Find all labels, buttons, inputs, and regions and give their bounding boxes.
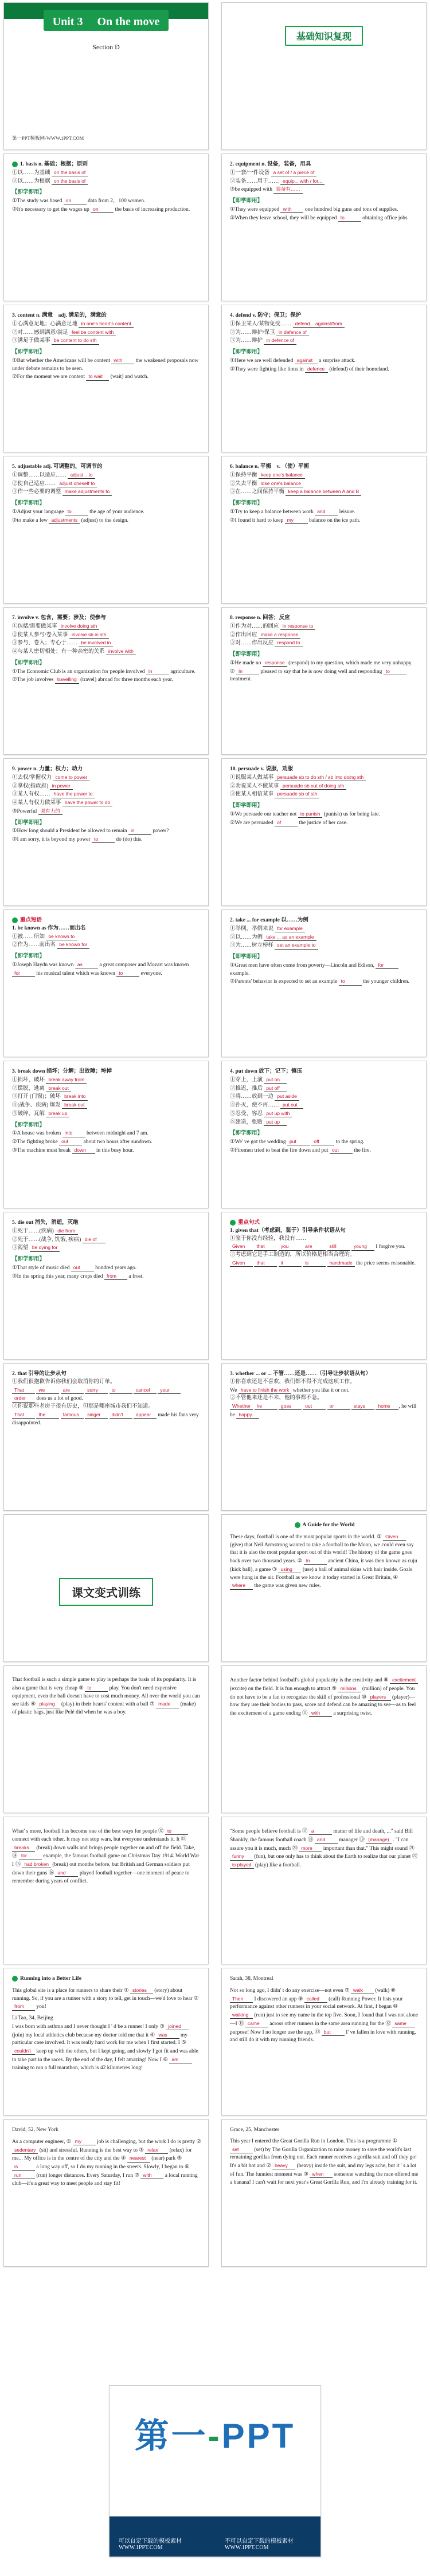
slide-adjustable	[3, 456, 209, 604]
question: ①The Economic Club is an organization for people involved in agriculture.	[12, 668, 196, 675]
slide-guide-world	[221, 1514, 427, 1662]
slide-whether-or	[221, 1363, 427, 1511]
line: ②对……感到满意/满足 feel be content with	[12, 329, 201, 337]
bullet-icon	[12, 1976, 18, 1982]
item-head: 7. involve v. 包含，需要；涉及；使参与	[12, 615, 106, 621]
slide-basis	[3, 153, 209, 301]
slide-that-clause	[3, 1363, 209, 1511]
passage: As a computer engineer, ① my job is challenging, but the work I do is pretty ② sedentary (sit) and stressful. Running is the best way to ③ relax (relax) for me... My office is in the centre of the city and the ④ nearest (near) park ⑤ is a long way off, so I do my running in the streets. Slowly, I began to ⑥ run (run) longer distances. Every Saturday, I run ⑦ with a local running club—it's a great way to meet people and stay fit!	[12, 2138, 201, 2187]
item-head: 1. given that（考虑到，鉴于）引导条件状语从句	[230, 1227, 346, 1234]
line: ③为……辩护 in defence of	[230, 337, 419, 345]
logo-footer	[110, 2516, 320, 2557]
question: ②The job involves travelling (travel) abroad for three months each year.	[12, 676, 173, 683]
item-head: 3. content n. 满意 adj. 满足的，满意的	[12, 313, 107, 318]
item-head: 1. basis n. 基础；根据；原则	[12, 161, 201, 169]
question: ①Adjust your language to the age of your audience.	[12, 508, 144, 515]
question: ③The machine must break down in this busy hour.	[12, 1147, 134, 1153]
line: ①一套/一件设备 a set of / a piece of	[230, 169, 419, 178]
question: ①A house was broken into between midnight and 7 am.	[12, 1130, 148, 1137]
line: ②使某人参与/卷入某事 involve sb in sth	[12, 631, 201, 640]
question: ②Firemen tried to beat the fire down and put out the fire.	[230, 1147, 371, 1153]
line: ②推迟，推后 put off	[230, 1085, 419, 1093]
practice-tag: 【即学即用】	[12, 190, 45, 196]
question: ②to make a few adjustments (adjust) to the design.	[12, 517, 128, 523]
line: ③参与，卷入；专心于…… be involved in	[12, 639, 201, 648]
question: ①He made no response (respond) to my question, which made me very unhappy.	[230, 659, 413, 666]
line: ②失去平衡 lose one's balance	[230, 480, 419, 489]
passage-title: A Guide for the World	[230, 1522, 419, 1530]
line: ①说服某人做某事 persuade sb to do sth / sb into doing sth	[230, 774, 419, 782]
basics-label: 基础知识复现	[285, 26, 363, 46]
line: ⑥建造，张贴 put up	[230, 1118, 419, 1127]
practice-tag: 【即学即用】	[230, 501, 263, 507]
practice-tag: 【即学即用】	[230, 803, 263, 809]
line: ④某人有权力做某事 have the power to do	[12, 799, 201, 808]
line: ①我们很抱歉告诉你我们会取消你的订单。	[12, 1378, 116, 1385]
item-head: 8. response n. 回答；反应	[230, 615, 290, 621]
line: ③将……放到一边 put aside	[230, 1093, 419, 1101]
line: ④扑灭，使不再…… put out	[230, 1101, 419, 1110]
question: ②It's necessary to get the wages up on the basis of increasing production.	[12, 206, 190, 212]
blank-words: Whether he goes out or stays home , he will be happy.	[230, 1403, 417, 1418]
question: ②Parents' behavior is expected to set an example to the younger children.	[230, 978, 409, 985]
question: ①Great men have often come from poverty—Lincoln and Edison, for example.	[230, 962, 419, 978]
passage: What' s more, football has become one of the best ways for people ⑫ to connect with each other. It may not stop wars, but everyone understands it. It ⑬ breaks (break) down walls and brings people together on and off the field. Take, ⑭ for example, the famous football game on Christmas Day 1914. World War I ⑮ had broken (break) out months before, but British and German soldiers put down their guns ⑯ and played football together—one moment of peace to remember during years of conflict.	[12, 1828, 200, 1884]
runner-name: Grace, 25, Manchester	[230, 2127, 279, 2133]
line: ①死于……(疾病) die from	[12, 1227, 201, 1236]
line: ①你喜欢还是不喜欢，我们都不得不完成这项工作。	[230, 1378, 355, 1385]
footer-left: 可以自定下载的模板素材 WWW.1PPT.COM	[119, 2538, 182, 2551]
question: ①Here we are well defended against a surprise attack.	[230, 357, 356, 364]
line: ⑤破碎，瓦解 break up	[12, 1110, 201, 1118]
slide-logo	[109, 2385, 321, 2557]
line: ②你说那些老房子很有历史，但那是哪座城市我们不知道。	[12, 1404, 154, 1410]
slide-running-litao	[3, 1968, 209, 2116]
question: ②When they leave school, they will be equipped to obtaining office jobs.	[230, 214, 409, 221]
line: ②装备……用于…… equip... with / for...	[230, 178, 419, 186]
line: ③作一些必要的调整 make adjustments to	[12, 488, 201, 497]
slide-football-simple	[3, 1665, 209, 1813]
line: ⑤忍受，容忍 put up with	[230, 1110, 419, 1118]
slide-be-known-as	[3, 909, 209, 1057]
line: ④(战争、疾病) 爆发 break out	[12, 1101, 201, 1110]
line: ②以……为例 take ... as an example	[230, 933, 419, 942]
question: ①How long should a President be allowed to remain in power?	[12, 828, 169, 834]
slide-response	[221, 607, 427, 755]
item-head: 5. die out 消失，消逝，灭绝	[12, 1220, 79, 1226]
item-head: 9. power n. 力量；权力；动力	[12, 766, 83, 772]
question: ②The fighting broke out about two hours after sundown.	[12, 1139, 153, 1145]
question: ②I am sorry, it is beyond my power to do (do) this.	[12, 836, 143, 843]
slide-take-for-example	[221, 909, 427, 1057]
line: ③对……作出反应 respond to	[230, 639, 419, 648]
blank-words: That we are sorry to cancel your order does us a lot of good.	[12, 1387, 201, 1404]
line: ①以……为基础 on the basis of	[12, 169, 201, 178]
question: ①Joseph Haydn was known as a great composer and Mozart was known for his musical talent which was known to everyone.	[12, 961, 189, 976]
item-head: 1. be known as 作为……而出名	[12, 925, 86, 931]
question: ①We' ve got the wedding put off to the spring.	[230, 1139, 365, 1145]
slide-football-shankly	[221, 1817, 427, 1964]
question: ①They were equipped with one hundred big guns and tons of supplies.	[230, 206, 398, 212]
slide-power	[3, 758, 209, 906]
runner-name: Li Tao, 34, Beijing	[12, 2015, 53, 2022]
question: ② In pleased to say that he is now doing well and responding to treatment.	[230, 668, 419, 684]
slide-text-practice	[3, 1514, 209, 1662]
passage: Another factor behind football's global popularity is the creativity and ⑧ excitement (excite) on the field. It is fun enough to attract ⑨ millions (million) of people. You do not have to be a fan to recognize the skill of professional ⑩ players (player)—how they use their bodies to pass, score and defend can be amazing to see—as to feel the excitement of a game ending ⑪ with a surprising twist.	[230, 1676, 419, 1718]
slide-persuade	[221, 758, 427, 906]
line: ②掌权(指政府) in power	[12, 782, 201, 791]
line: ①举例，举例来说 for example	[230, 925, 419, 933]
blank-words: Given that it is handmade the price seems reasonable.	[230, 1259, 419, 1268]
item-head: 3. whether ... or ... 不管……还是……（引导让步状语从句）	[230, 1371, 372, 1377]
bullet-icon	[12, 917, 18, 923]
text-practice-title: 课文变式训练	[4, 1578, 208, 1606]
item-head: 10. persuade v. 说服，劝服	[230, 766, 294, 772]
line: ①穿上，上演 put on	[230, 1076, 419, 1085]
slide-running-sarah	[221, 1968, 427, 2116]
slide-basics	[221, 2, 427, 150]
passage: This year I entered the Great Gorilla Run in London. This is a programme ① set (set) by The Gorilla Organization to raise money to save the world's last remaining gorillas from dying out. Each runner receives a gorilla suit and off they go! It's a bit hot and ② heavy (heavy) inside the suit, and my legs ache, but it ' s a lot of fun. The funniest moment was ③ when someone watching the race offered me a banana! I can't wait for next year's Great Gorilla Run, and I'm already training for it.	[230, 2138, 419, 2185]
slide-die-out	[3, 1212, 209, 1360]
practice-tag: 【即学即用】	[12, 501, 45, 507]
line: ③使某人相信某事 persuade sb of sth	[230, 790, 419, 799]
line: ②作为……而出名 be known for	[12, 941, 201, 950]
slide-football-connect	[3, 1817, 209, 1964]
question: ①Try to keep a balance between work and leisure.	[230, 508, 355, 515]
brand-logo: 第一-PPT	[134, 2417, 296, 2455]
practice-tag: 【即学即用】	[12, 820, 45, 826]
bullet-icon	[295, 1522, 300, 1528]
item-head: 2. that 引导的让步从句	[12, 1371, 67, 1377]
slide-football-creativity	[221, 1665, 427, 1813]
practice-tag: 【即学即用】	[12, 954, 45, 960]
question: ①We persuade our teacher not to punish (punish) us for being late.	[230, 810, 380, 817]
question: ②They were fighting like lions in defence (defend) of their homeland.	[230, 365, 389, 372]
site-credit: 第一PPT模板网-WWW.1PPT.COM	[12, 135, 84, 141]
practice-tag: 【即学即用】	[12, 1257, 45, 1263]
line: ②死于……(战争, 饥饿, 疾病) die of	[12, 1236, 201, 1244]
line: ②作出回应 make a response	[230, 631, 419, 640]
question: ②For the moment we are content to wait (wait) and watch.	[12, 373, 148, 380]
footer-right: 不可以自定下载的模板素材 WWW.1PPT.COM	[224, 2538, 294, 2551]
question: ①But whether the Americans will be content with the weakened proposals now under debate remains to be seen.	[12, 357, 199, 372]
unit-title: Unit 3 On the move	[4, 10, 208, 31]
line: ③be equipped with 装备有……	[230, 186, 419, 194]
practice-tag: 【即学即用】	[230, 1131, 263, 1137]
line: ②劝说某人不做某事 persuade sb out of doing sth	[230, 782, 419, 791]
line: ②使自己适应…… adjust oneself to	[12, 480, 201, 489]
question: ①The study was based on data from 2，100 women.	[12, 198, 146, 204]
line: ③满足于做某事 be content to do sth	[12, 337, 201, 345]
line: ②为……辩护/保卫 in defence of	[230, 329, 419, 337]
practice-tag: 【即学即用】	[12, 660, 45, 666]
passage: I was born with asthma and I never thought I ' d be a runner! I only ③ joined (join) my local athletics club because my doctor told me that it ④ was my particular case involved. It was really hard work for me when I first started. I ⑤ couldn't keep up with the others, but I kept going, and slowly I got fit and was able to take part in the races. By the end of the day, I felt amazing! Now I ⑥ am training to run a full marathon, which is 42 kilometres long!	[12, 2023, 198, 2071]
runner-name: David, 52, New York	[12, 2127, 58, 2133]
blank-words: Given that you are still young I forgive you.	[230, 1243, 419, 1251]
line: ③某人有权…… have the power to	[12, 790, 201, 799]
line: ①去权/掌握权力 come to power	[12, 774, 201, 782]
line: ①调整……以适应…… adjust... to	[12, 471, 201, 480]
passage: These days, football is one of the most popular sports in the world. ① Given (give) that Neil Armstrong wanted to take a football to the Moon, we could even say that it is also the most popular sport out of this world! The history of the game goes back over two thousand years. ② In ancient China, it was then known as cuju (kick ball), a game ③ using (use) a ball of animal skins with hair inside. Goals were hung in the air. Football as we know it today started in Great Britain, ④ where the game was given new rules.	[230, 1533, 417, 1589]
line: ②考虑到它是手工制造的，所以价格是相当合理的。	[230, 1252, 355, 1258]
slide-running-david	[3, 2119, 209, 2267]
slide-title	[3, 2, 209, 150]
item-head: 4. defend v. 防守；保卫；保护	[230, 313, 302, 318]
passage: Not so long ago, I didn' t do any exercise—not even ⑦ walk (walk) ⑧ Then I discovered an app ⑨ called (call) Running Power. It lists your performance against other runners in your social network. At first, I began ⑩ walking (run) just to see my name in the top five. Soon, I found that I was not alone—I ⑪ came across other runners in the same area running for the ⑫ same purpose! Now I no longer use the app, ⑬ but I' ve fallen in love with running, and still do it with my running friends.	[230, 1987, 419, 2043]
slide-balance	[221, 456, 427, 604]
slide-involve	[3, 607, 209, 755]
line: ①作为对……的回应 in response to	[230, 623, 419, 631]
practice-tag: 【即学即用】	[230, 954, 263, 960]
item-head: 5. adjustable adj. 可调整的，可调节的	[12, 464, 103, 470]
line: ③打开 (门窗)；破坏 break into	[12, 1093, 201, 1101]
line: ④与某人密切相处；有一种亲密的关系 involve with	[12, 648, 201, 656]
blank-words: That the famous singer didn't appear made his fans very disappointed.	[12, 1411, 199, 1426]
line: ①包括/需要做某事 involve doing sth	[12, 623, 201, 631]
slide-content	[3, 305, 209, 452]
passage: "Some people believe football is ⑰ a matter of life and death, ..." said Bill Shankly, the famous football coach ⑱ and manager ⑲ (manage) . "I can assure you it is much, much ⑳ more important than that." This might sound ㉑ funny (fun), but one only has to think about the Earth to realize that our planet ㉒ is played (play) like a football.	[230, 1828, 418, 1869]
runner-name: Sarah, 38, Montreal	[230, 1976, 273, 1982]
passage-title: Running into a Better Life	[12, 1975, 201, 1983]
passage: This global site is a place for runners to share their ① stories (story) about running. So, if you are a runner with a story to tell, get in touch—we'd love to hear ② from you!	[12, 1987, 199, 2010]
bullet-icon	[230, 1220, 236, 1226]
line: ①心满意足地；心满意足地 to one's heart's content	[12, 320, 201, 329]
slide-defend	[221, 305, 427, 452]
question: ②In the spring this year, many crops died from a frost.	[12, 1273, 144, 1279]
line: ①被……所知 be known to	[12, 933, 201, 942]
line: ②以……为根据 on the basis of	[12, 178, 201, 186]
line: ②不管他来还是不来，他的事都不急。	[230, 1395, 323, 1401]
practice-tag: 【即学即用】	[12, 1122, 45, 1128]
phrases-heading: 重点短语	[12, 917, 201, 925]
line: ③为……树立榜样 set an example to	[230, 942, 419, 950]
question: ②We are persuaded of the justice of her case.	[230, 819, 348, 826]
line: ①鉴于你没有经验，我没有……	[230, 1235, 307, 1242]
question: We have to finish the work whether you like it or not.	[230, 1387, 350, 1393]
slide-put-down	[221, 1061, 427, 1208]
line: ③渴望 be dying for	[12, 1244, 201, 1252]
item-head: 2. equipment n. 设备，装备，用具	[230, 162, 311, 167]
sentences-heading: 重点句式	[230, 1219, 419, 1227]
line: ②摆脱，逃离 break out	[12, 1085, 201, 1093]
practice-tag: 【即学即用】	[230, 349, 263, 356]
line: ①损坏，破坏 break away from	[12, 1076, 201, 1085]
slide-given-that	[221, 1212, 427, 1360]
practice-tag: 【即学即用】	[230, 198, 263, 204]
practice-tag: 【即学即用】	[12, 349, 45, 356]
item-head: 6. balance n. 平衡 v. （使）平衡	[230, 464, 310, 470]
section-label: Section D	[92, 43, 120, 51]
bullet-icon	[12, 162, 18, 167]
item-head: 3. break down 损坏；分解；出故障；垮掉	[12, 1069, 112, 1074]
item-head: 2. take ... for example 以……为例	[230, 917, 308, 923]
question: ②I found it hard to keep my balance on the ice path.	[230, 517, 361, 523]
practice-tag: 【即学即用】	[230, 652, 263, 658]
slide-break-down	[3, 1061, 209, 1208]
item-head: 4. put down 放下；记下；镇压	[230, 1069, 303, 1074]
slide-running-grace	[221, 2119, 427, 2267]
line: ③在……之间保持平衡 keep a balance between A and B	[230, 488, 419, 497]
line: ①保卫某人/某物免受…… defend... against/from	[230, 320, 419, 329]
slide-equipment	[221, 153, 427, 301]
line: ⑤Powerful 强有力的	[12, 808, 201, 816]
question: ①That style of music died out hundred years ago.	[12, 1264, 137, 1271]
passage: That football is such a simple game to play is perhaps the basis of its popularity. It is also a game that is very cheap ⑤ to play. You don't need expensive equipment, even the ball doesn't have to cost much money. All over the world you can see kids ⑥ playing (play) in their hearts' content with a ball ⑦ made (make) of plastic bags, just like Pelé did when he was a boy.	[12, 1677, 200, 1716]
line: ①保持平衡 keep one's balance	[230, 471, 419, 480]
